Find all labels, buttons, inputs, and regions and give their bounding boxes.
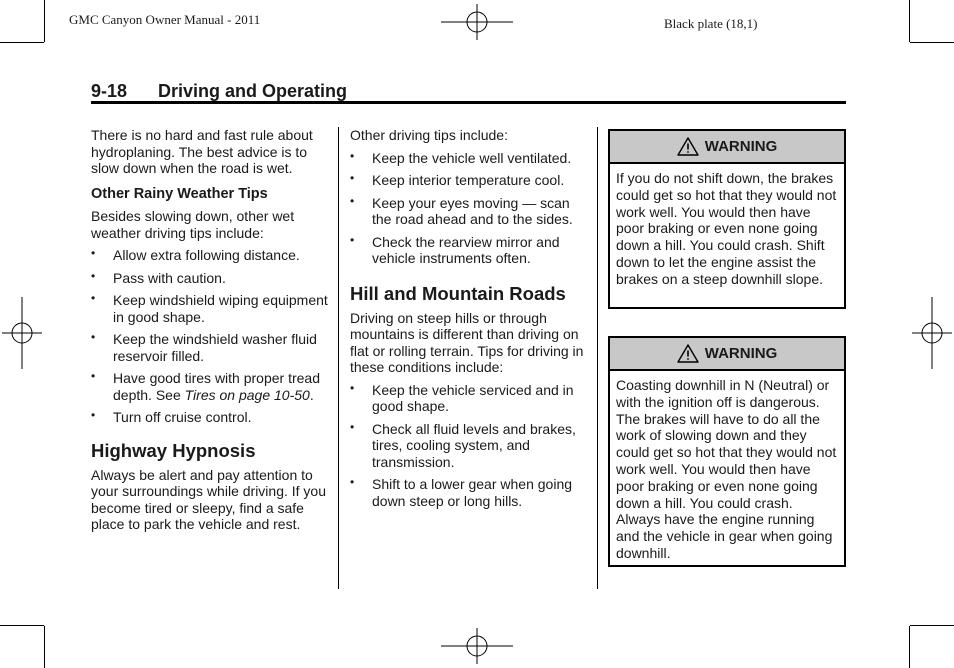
registration-mark-icon	[2, 297, 42, 369]
crop-mark	[0, 42, 44, 43]
column-divider	[338, 127, 339, 589]
warning-title: WARNING	[704, 345, 778, 362]
list-item: • Keep the windshield washer fluid reservoir filled.	[91, 331, 329, 364]
tires-cross-reference[interactable]: Tires on page 10-50	[184, 386, 310, 403]
list-item: • Keep your eyes moving — scan the road ahead and to the sides.	[350, 195, 588, 228]
crop-mark	[44, 0, 45, 42]
crop-mark	[909, 0, 910, 42]
registration-mark-icon	[441, 4, 513, 40]
crop-mark	[910, 42, 954, 43]
list-item-text: Have good tires with proper tread depth. See	[113, 370, 320, 403]
list-item: • Keep the vehicle well ventilated.	[350, 150, 588, 167]
column-middle	[350, 127, 588, 509]
hill-mountain-intro: Driving on steep hills or through mountains is different than driving on flat or rolling terrain. Tips for driving in these conditions include:	[350, 309, 584, 375]
registration-mark-icon	[912, 297, 952, 369]
list-item: • Keep interior temperature cool.	[350, 172, 588, 189]
rainy-weather-list	[91, 247, 329, 426]
warning-box	[608, 336, 846, 567]
list-item: • Check the rearview mirror and vehicle instruments often.	[350, 234, 588, 267]
rainy-weather-intro: Besides slowing down, other wet weather driving tips include:	[91, 208, 295, 241]
highway-hypnosis-paragraph: Always be alert and pay attention to your surroundings while driving. If you become tired or sleepy, find a safe place to park the vehicle and rest.	[91, 466, 327, 532]
warning-text: If you do not shift down, the brakes could get so hot that they would not work well. You would then have poor braking or even none going down a hill. You could crash. Shift down to let the engine assist the brakes on a steep downhill slope.	[616, 170, 837, 287]
list-item: • Allow extra following distance.	[91, 247, 329, 264]
print-header-plate: Black plate (18,1)	[664, 16, 758, 31]
list-item-period: .	[309, 386, 314, 403]
list-item: • Turn off cruise control.	[91, 409, 329, 426]
header-rule	[91, 101, 846, 104]
page-number: 9-18	[91, 81, 128, 101]
section-title: Driving and Operating	[158, 81, 348, 101]
warning-header	[610, 338, 844, 371]
print-header-title: GMC Canyon Owner Manual - 2011	[69, 12, 261, 27]
column-divider	[597, 127, 598, 589]
page-header	[91, 80, 846, 102]
crop-mark	[909, 626, 910, 668]
list-item: • Check all fluid levels and brakes, tires, cooling system, and transmission.	[350, 421, 588, 471]
registration-mark-icon	[441, 628, 513, 664]
highway-hypnosis-heading: Highway Hypnosis	[91, 439, 256, 461]
crop-mark	[44, 626, 45, 668]
driving-tips-list	[350, 150, 588, 267]
list-item: • Pass with caution.	[91, 270, 329, 287]
list-item: • Keep windshield wiping equipment in good shape.	[91, 292, 329, 325]
driving-tips-intro: Other driving tips include:	[350, 127, 508, 143]
list-item	[91, 370, 329, 403]
hill-mountain-heading: Hill and Mountain Roads	[350, 282, 566, 304]
warning-box	[608, 129, 846, 309]
list-item: • Keep the vehicle serviced and in good shape.	[350, 382, 588, 415]
crop-mark	[910, 625, 954, 626]
warning-triangle-icon	[677, 137, 699, 156]
list-item: • Shift to a lower gear when going down steep or long hills.	[350, 476, 588, 509]
crop-mark	[0, 625, 44, 626]
warning-header	[610, 131, 844, 164]
rainy-weather-heading: Other Rainy Weather Tips	[91, 185, 268, 202]
hydroplaning-paragraph: There is no hard and fast rule about hydroplaning. The best advice is to slow down when the road is wet.	[91, 127, 313, 176]
warning-text: Coasting downhill in N (Neutral) or with the ignition off is dangerous. The brakes will have to do all the work of slowing down and they could get so hot that they would not work well. You would then have poor braking or even none going down a hill. You could crash. Always have the engine running and the vehicle in gear when going downhill.	[616, 377, 837, 561]
hill-tips-list	[350, 382, 588, 510]
warning-triangle-icon	[677, 344, 699, 363]
column-left	[91, 127, 329, 533]
warning-title: WARNING	[704, 138, 778, 155]
